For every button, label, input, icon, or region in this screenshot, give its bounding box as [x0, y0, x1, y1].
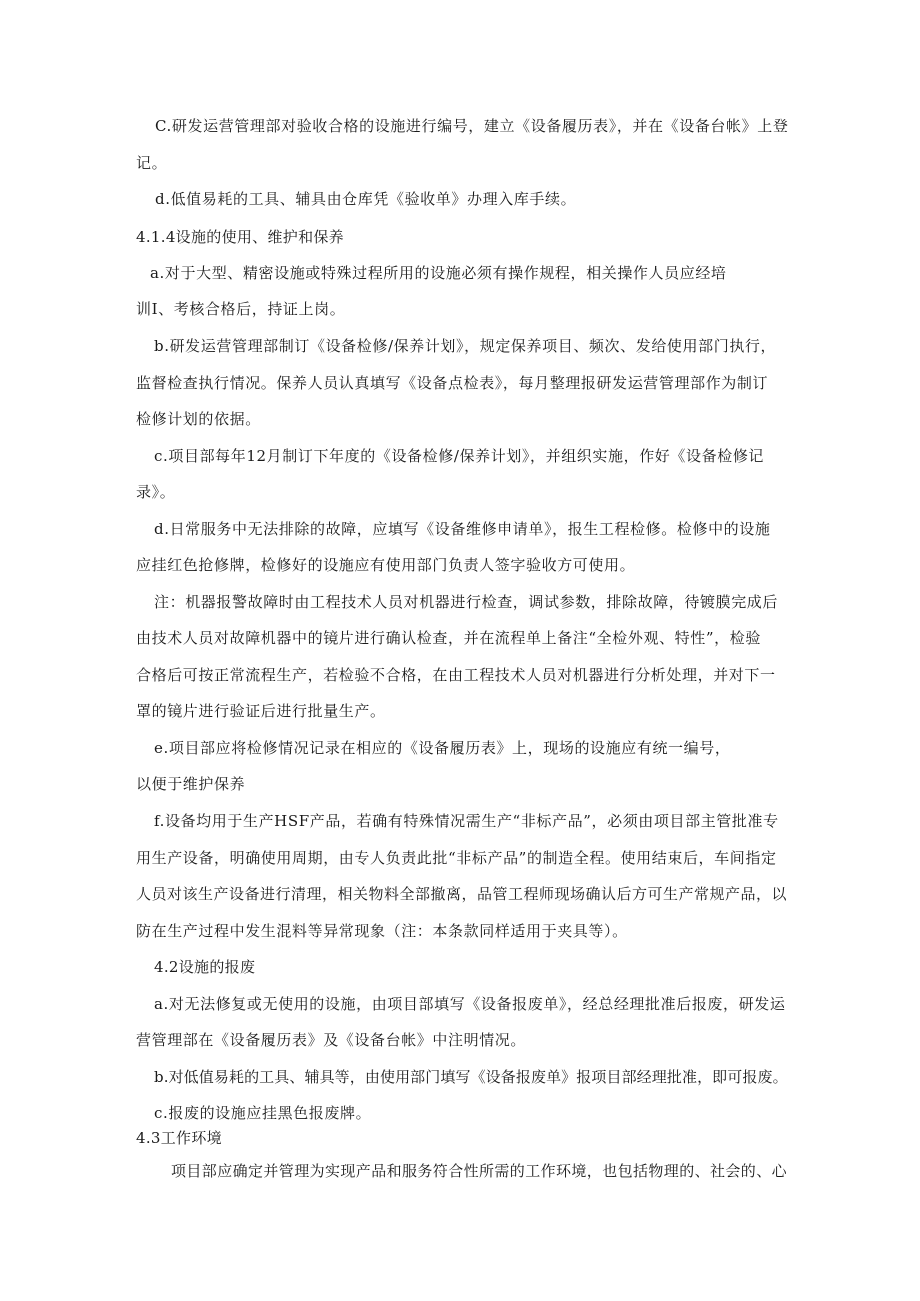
note-line: 罩的镜片进行验证后进行批量生产。	[136, 702, 386, 720]
text-line: f.设备均用于生产HSF产品，若确有特殊情况需生产“非标产品”，必须由项目部主管批准专	[154, 812, 779, 830]
text-line: 记。	[136, 154, 168, 172]
text-line: 用生产设备，明确使用周期，由专人负责此批“非标产品”的制造全程。使用结束后，车间指定	[136, 849, 777, 867]
section-heading: 4.2设施的报废	[154, 958, 256, 976]
section-heading: 4.3工作环境	[136, 1129, 222, 1147]
text-line: 以便于维护保养	[136, 775, 246, 793]
text-line: 训I、考核合格后，持证上岗。	[136, 300, 346, 318]
text-line: 人员对该生产设备进行清理，相关物料全部撤离，品管工程师现场确认后方可生产常规产品，以	[136, 885, 788, 903]
text-line: a.对无法修复或无使用的设施，由项目部填写《设备报废单》，经总经理批准后报废，研发运	[154, 995, 786, 1013]
text-line: a.对于大型、精密设施或特殊过程所用的设施必须有操作规程，相关操作人员应经培	[150, 264, 727, 282]
text-line: 检修计划的依据。	[136, 410, 261, 428]
text-line: d.日常服务中无法排除的故障，应填写《设备维修申请单》，报生工程检修。检修中的设施	[154, 520, 771, 538]
text-line: c.项目部每年12月制订下年度的《设备检修/保养计划》，并组织实施，作好《设备检修记	[154, 447, 765, 465]
text-line: d.低值易耗的工具、辅具由仓库凭《验收单》办理入库手续。	[155, 190, 577, 208]
text-line: b.研发运营管理部制订《设备检修/保养计划》，规定保养项目、频次、发给使用部门执行，	[154, 337, 777, 355]
text-line: e.项目部应将检修情况记录在相应的《设备履历表》上，现场的设施应有统一编号，	[154, 739, 731, 757]
text-line: 监督检查执行情况。保养人员认真填写《设备点检表》，每月整理报研发运营管理部作为制订	[136, 374, 769, 392]
text-line: c.报废的设施应挂黑色报废牌。	[154, 1104, 372, 1122]
note-line: 合格后可按正常流程生产，若检验不合格，在由工程技术人员对机器进行分析处理，并对下一	[136, 666, 776, 684]
section-heading: 4.1.4设施的使用、维护和保养	[136, 228, 344, 246]
text-line: b.对低值易耗的工具、辅具等，由使用部门填写《设备报废单》报项目部经理批准，即可报废。	[154, 1068, 788, 1086]
text-line: 营管理部在《设备履历表》及《设备台帐》中注明情况。	[136, 1031, 527, 1049]
text-line: C.研发运营管理部对验收合格的设施进行编号，建立《设备履历表》，并在《设备台帐》上登	[155, 117, 789, 135]
text-line: 项目部应确定并管理为实现产品和服务符合性所需的工作环境，也包括物理的、社会的、心	[171, 1162, 788, 1180]
text-line: 防在生产过程中发生混料等异常现象（注：本条款同样适用于夹具等）。	[136, 922, 628, 940]
note-line: 由技术人员对故障机器中的镜片进行确认检查，并在流程单上备注“全检外观、特性”，检验	[136, 629, 761, 647]
note-line: 注：机器报警故障时由工程技术人员对机器进行检查，调试参数，排除故障，待镀膜完成后	[154, 593, 779, 611]
text-line: 录》。	[136, 483, 176, 501]
text-line: 应挂红色抢修牌，检修好的设施应有使用部门负责人签字验收方可使用。	[136, 556, 636, 574]
